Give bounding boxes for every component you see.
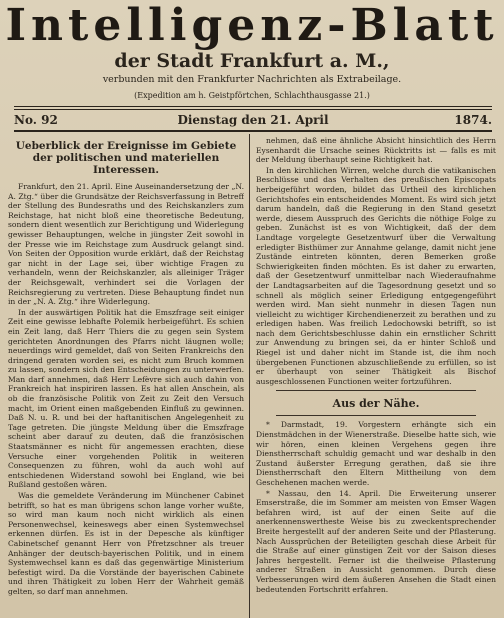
left-column (8, 136, 244, 616)
column-divider (249, 134, 250, 618)
news-item: * Darmstadt, 19. Vorgestern erhängte sich ein Dienstmädchen in der Wienerstraße. Dieselbe hatte sich, wie wir hören, einen kleinen Vergehens gegen ihre Dienstherrschaft schuldig gemacht und war deshalb in den Zustand äußerster Erregung gerathen, daß sie ihre Dienstherrschaft den Eltern Mittheilung von dem Geschehenen machen werde. (256, 420, 496, 487)
article-paragraph: Was die gemeldete Veränderung im Münchener Cabinet betrifft, so hat es man übrigens schon lange vorher wußte, so wird man kaum noch nicht wirklich als einen Personenwechsel, keineswegs aber einen Systemwechsel erkennen dürfen. Es ist in der Depesche als künftiger Cabinetschef genannt Herr von Pfretzschner als treuer Anhänger der deutsch-bayerischen Politik, und in einem Systemwechsel kann es daß das gegenwärtige Ministerium befestigt wird. Da die Vorstände der bayerischen Cabinete und ihren Thätigkeit zu loben Herr der Wahrheit gemäß gelten, so darf man annehmen. (8, 491, 244, 596)
news-item: * Nassau, den 14. April. Die Erweiterung unserer Emserstraße, die im Sommer am meisten von Emser Wagen befahren wird, ist auf der einen Seite auf die anerkennenswertheste Weise bis zu zweckentsprechender Breite hergestellt auf der anderen Seite und der Pflasterung. Nach Aussprüchen der Beteiligten geschah diese Arbeit für die Straße auf einer günstigen Zeit vor der Saison dieses Jahres hergestellt. Ferner ist die theilweise Pflasterung anderer Straßen in Aussicht genommen. Durch diese Verbesserungen wird dem äußeren Ansehen die Stadt einen bedeutenden Fortschritt erfahren. (256, 488, 496, 594)
right-column (256, 136, 496, 616)
issue-number: No. 92 (14, 113, 58, 127)
header-rule-bottom (14, 130, 492, 132)
masthead-line-3: (Expedition am h. Geistpförtchen, Schlachthausgasse 21.) (134, 91, 370, 100)
issue-row (14, 112, 492, 129)
section-rule (276, 390, 476, 391)
masthead-title: Intelligenz-Blatt (5, 0, 499, 51)
header-rule-top-2 (14, 109, 492, 110)
section-rule (276, 415, 476, 416)
header-rule-top (14, 106, 492, 107)
article-paragraph: In der auswärtigen Politik hat die Emszfrage seit einiger Zeit eine gewisse lebhafte Polemik herbeigeführt. Es schien ein Zeit lang, daß Herr Thiers die zu gegen sein System gerichteten Anordnungen des Pfarrs nicht läugnen wolle; neuerdings wird gemeldet, daß von Seiten Frankreichs den dringend geraten worden sei, es nicht zum Bruch kommen zu lassen, sondern sich den Entscheidungen zu unterwerfen. Man darf annehmen, daß Herr Lefèvre sich auch dahin von Frankreich hat inspiriren lassen. Es hat allen Anschein, als ob die französische Politik von Zeit zu Zeit den Versuch macht, im Orient einen maßgebenden Einfluß zu gewinnen. Daß N. u. R. und bei der haftanitischen Angelegenheit zu Tage getreten. Die jüngste Meldung über die Emszfrage scheint aber darauf zu deuten, daß die französischen Staatsmänner es nicht für angemessen erachten, diese Versuche einer vorgehenden Politik in weiteren Consequenzen zu führen, wohl da auch wohl auf entschiedenen Widerstand sowohl bei England, wie bei Rußland gestoßen wären. (8, 307, 244, 490)
article-paragraph: nehmen, daß eine ähnliche Absicht hinsichtlich des Herrn Eysenhardt die Ursache seines Rücktritts ist — falls es mit der Meldung überhaupt seine Richtigkeit hat. (256, 136, 496, 165)
masthead-subtitle: der Stadt Frankfurt a. M., (114, 50, 390, 72)
article-paragraph: In den kirchlichen Wirren, welche durch die vatikanischen Beschlüsse und das Verhalten des preußischen Episcopats herbeigeführt worden, bildet das Urtheil des kirchlichen Gerichtshofes ein entscheidendes Moment. Es wird sich jetzt darum handeln, daß die Regierung in den Stand gesetzt werde, diesem Ausspruch des Gerichts die nöthige Folge zu geben. Zunächst ist es von Wichtigkeit, daß der dem Landtage vorgelegte Gesetzentwurf über die Verwaltung erledigter Bisthümer zur Annahme gelange, damit nicht jene Zustände eintreten könnten, deren Bemerken große Schwierigkeiten finden möchten. Es ist daher zu erwarten, daß der Gesetzentwurf unmittelbar nach Wiederaufnahme der Landtagsarbeiten auf die Tagesordnung gesetzt und so schnell als möglich seiner Erledigung entgegengeführt werden wird. Man sieht nunmehr in diesen Tagen nun vielleicht zu wichtiger Kirchendienerzeit zu berathen und zu erledigen haben. Was freilich Ledochowski betrifft, so ist nach dem Gerichtsbeschlusse dahin ein ernstlicher Schritt zur Anwendung zu bringen sei, da er hinter Schloß und Riegel ist und daher nicht im Stande ist, die ihm noch übergebenen Functionen abzuschließende zu erfüllen, so ist er überhaupt von seiner Thätigkeit als Bischof ausgeschlossenen Functionen weiter fortzuführen. (256, 165, 496, 386)
issue-date: Dienstag den 21. April (177, 113, 329, 127)
section-title: Aus der Nähe. (332, 397, 420, 411)
article-paragraph: Frankfurt, den 21. April. Eine Auseinandersetzung der „N. A. Ztg.“ über die Grundsätze der Reichsverfassung in Betreff der Stellung des Bundesraths und des Reichskanzlers zum Reichstage, hat nicht bloß eine theoretische Bedeutung, sondern dient wesentlich zur Berichtigung und Widerlegung gewisser Behauptungen, welche in jüngster Zeit sowohl in der Presse wie im Reichstage zum Ausdruck gelangt sind. Von Seiten der Opposition wurde erklärt, daß der Reichstag gar nicht in der Lage sei, über wichtige Fragen zu verhandeln, wenn der Reichskanzler, als alleiniger Träger der Reichsgewalt, verhindert sei die Vorlagen der Reichsregierung zu vertreten. Diese Behauptung findet nun in der „N. A. Ztg.“ ihre Widerlegung. (8, 182, 244, 307)
issue-year: 1874. (454, 113, 492, 127)
masthead-line-2: verbunden mit den Frankfurter Nachrichten als Extrabeilage. (102, 74, 402, 85)
article-heading: Ueberblick der Ereignisse im Gebiete der politischen und materiellen Interessen. (15, 140, 237, 176)
